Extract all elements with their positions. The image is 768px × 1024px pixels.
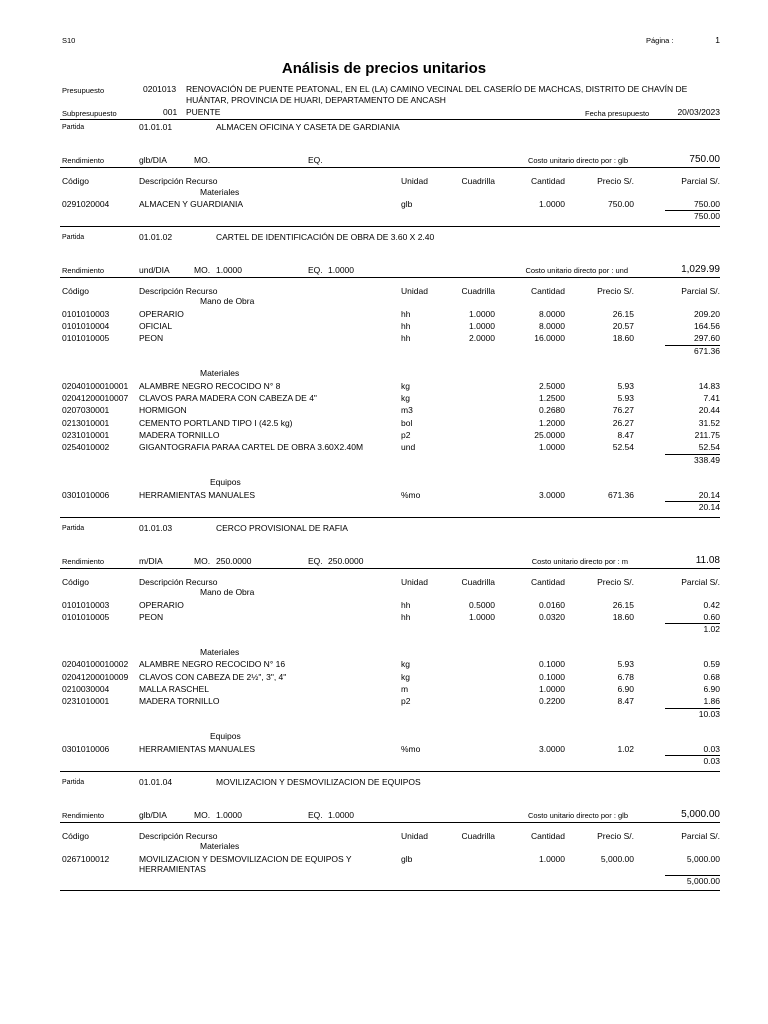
resource-code: 0207030001 — [62, 405, 110, 416]
resource-desc: GIGANTOGRAFIA PARAA CARTEL DE OBRA 3.60X2.40M — [139, 442, 364, 453]
resource-code: 0101010005 — [62, 611, 110, 622]
resource-unit: kg — [401, 671, 410, 682]
resource-cuadrilla: 1.0000 — [469, 611, 495, 622]
resource-code: 0210030004 — [62, 684, 110, 694]
resource-desc: MADERA TORNILLO — [139, 696, 220, 707]
resource-desc: HORMIGON — [139, 405, 187, 416]
resource-desc: HERRAMIENTAS MANUALES — [139, 743, 256, 754]
resource-desc: MADERA TORNILLO — [139, 430, 220, 440]
resource-unit: %mo — [401, 489, 421, 500]
fecha-label: Fecha presupuesto — [585, 109, 650, 118]
resource-code: 0291020004 — [62, 199, 110, 209]
resource-code: 0254010002 — [62, 442, 110, 453]
group-subtotal: 20.14 — [698, 502, 720, 513]
resource-cantidad: 0.1000 — [539, 659, 565, 670]
resource-precio: 18.60 — [612, 611, 634, 622]
resource-desc: PEON — [139, 333, 164, 344]
resource-cantidad: 0.2200 — [539, 696, 565, 707]
resource-unit: hh — [401, 333, 411, 344]
resource-parcial: 209.20 — [694, 308, 720, 319]
resource-cantidad: 1.0000 — [539, 853, 565, 864]
col-cantidad: Cantidad — [530, 285, 565, 296]
resource-cantidad: 0.0160 — [539, 599, 565, 610]
partida-label: Partida — [62, 233, 85, 241]
resource-code: 0213010001 — [62, 417, 110, 428]
col-cuadrilla: Cuadrilla — [461, 285, 495, 296]
resource-cantidad: 1.0000 — [539, 199, 565, 209]
resource-unit: hh — [401, 320, 411, 331]
eq-value: 1.0000 — [328, 264, 354, 275]
group-title: Equipos — [210, 731, 241, 742]
resource-unit: hh — [401, 308, 411, 319]
resource-parcial: 0.60 — [703, 611, 720, 622]
resource-precio: 671.36 — [608, 489, 634, 500]
mo-label: MO. — [194, 555, 211, 566]
group-subtotal: 0.03 — [703, 756, 720, 767]
resource-parcial: 14.83 — [698, 380, 720, 391]
resource-desc: ALAMBRE NEGRO RECOCIDO N° 16 — [139, 659, 286, 670]
resource-parcial: 5,000.00 — [686, 853, 720, 864]
presupuesto-desc-1: RENOVACIÓN DE PUENTE PEATONAL, EN EL (LA) CAMINO VECINAL DEL CASERÍO DE MACHCAS, DISTRITO DE CHAVÍN DE — [186, 84, 688, 94]
col-parcial: Parcial S/. — [681, 576, 720, 587]
divider — [60, 568, 720, 569]
page-number: 1 — [715, 35, 720, 45]
resource-unit: m — [401, 684, 409, 694]
costo-label: Costo unitario directo por : m — [531, 556, 628, 566]
resource-precio: 26.27 — [612, 417, 634, 428]
resource-desc: OFICIAL — [139, 320, 173, 331]
eq-value: 1.0000 — [328, 809, 354, 820]
group-subtotal: 1.02 — [703, 624, 720, 635]
partida-label: Partida — [62, 124, 85, 131]
divider — [60, 517, 720, 518]
resource-code: 02041200010007 — [62, 393, 129, 404]
resource-precio: 52.54 — [612, 442, 634, 453]
group-subtotal: 671.36 — [694, 345, 720, 356]
group-title: Materiales — [200, 186, 240, 197]
resource-code: 02040100010002 — [62, 659, 129, 670]
resource-desc: OPERARIO — [139, 308, 184, 319]
rendimiento-unit: m/DIA — [139, 555, 163, 566]
rendimiento-unit: glb/DIA — [139, 809, 167, 820]
resource-precio: 5.93 — [617, 393, 634, 404]
col-cantidad: Cantidad — [530, 576, 565, 587]
partida-code: 01.01.04 — [139, 776, 173, 787]
col-precio: Precio S/. — [597, 176, 634, 186]
resource-desc: OPERARIO — [139, 599, 184, 610]
resource-code: 0101010003 — [62, 308, 110, 319]
resource-parcial: 6.90 — [703, 684, 720, 694]
resource-parcial: 31.52 — [698, 417, 720, 428]
col-parcial: Parcial S/. — [681, 176, 720, 186]
resource-code: 0101010005 — [62, 333, 110, 344]
divider — [60, 119, 720, 120]
mo-label: MO. — [194, 264, 211, 275]
resource-precio: 8.47 — [617, 430, 634, 440]
resource-cantidad: 0.0320 — [539, 611, 565, 622]
resource-precio: 26.15 — [612, 308, 634, 319]
group-subtotal: 10.03 — [698, 708, 720, 719]
partida-desc: CERCO PROVISIONAL DE RAFIA — [216, 522, 348, 533]
col-descripcion: Descripción Recurso — [139, 176, 218, 186]
resource-unit: kg — [401, 393, 410, 404]
group-title: Materiales — [200, 368, 240, 379]
costo-label: Costo unitario directo por : glb — [527, 156, 628, 165]
group-title: Materiales — [200, 841, 240, 851]
resource-cantidad: 1.2000 — [539, 417, 565, 428]
divider — [60, 167, 720, 168]
divider — [60, 890, 720, 891]
eq-value: 250.0000 — [328, 555, 364, 566]
resource-code: 0101010004 — [62, 320, 110, 331]
resource-desc: MOVILIZACION Y DESMOVILIZACION DE EQUIPOS Y — [139, 853, 352, 864]
col-descripcion: Descripción Recurso — [139, 576, 218, 587]
col-parcial: Parcial S/. — [681, 285, 720, 296]
group-title: Mano de Obra — [200, 587, 255, 597]
divider — [60, 277, 720, 278]
resource-code: 0101010003 — [62, 599, 110, 610]
resource-precio: 8.47 — [617, 696, 634, 707]
resource-cantidad: 0.2680 — [539, 405, 565, 416]
resource-precio: 76.27 — [612, 405, 634, 416]
costo-unitario: 1,029.99 — [681, 263, 720, 275]
col-parcial: Parcial S/. — [681, 830, 720, 841]
resource-parcial: 52.54 — [698, 442, 720, 453]
mo-value: 1.0000 — [216, 264, 242, 275]
resource-code: 0301010006 — [62, 743, 110, 754]
group-title: Equipos — [210, 477, 241, 488]
divider — [60, 822, 720, 823]
presupuesto-code: 0201013 — [143, 84, 177, 94]
page-title: Análisis de precios unitarios — [281, 60, 487, 77]
resource-unit: bol — [401, 417, 413, 428]
resource-parcial: 0.03 — [703, 743, 720, 754]
resource-code: 0301010006 — [62, 489, 110, 500]
partida-code: 01.01.01 — [139, 122, 173, 132]
resource-precio: 1.02 — [617, 743, 634, 754]
resource-code: 0267100012 — [62, 853, 110, 864]
eq-label: EQ. — [308, 155, 323, 165]
col-precio: Precio S/. — [597, 576, 634, 587]
resource-desc: ALMACEN Y GUARDIANIA — [139, 199, 244, 209]
resource-desc: CEMENTO PORTLAND TIPO I (42.5 kg) — [139, 417, 293, 428]
rendimiento-label: Rendimiento — [62, 265, 105, 275]
col-unidad: Unidad — [401, 830, 428, 841]
subpresupuesto-label: Subpresupuesto — [62, 109, 117, 118]
resource-parcial: 1.86 — [703, 696, 720, 707]
resource-code: 0231010001 — [62, 696, 110, 707]
rendimiento-label: Rendimiento — [62, 556, 105, 566]
col-codigo: Código — [62, 830, 89, 841]
resource-desc: PEON — [139, 611, 164, 622]
resource-parcial: 0.42 — [703, 599, 720, 610]
resource-precio: 18.60 — [612, 333, 634, 344]
partida-label: Partida — [62, 524, 85, 532]
divider — [60, 771, 720, 772]
partida-code: 01.01.02 — [139, 231, 173, 242]
resource-cantidad: 25.0000 — [534, 430, 565, 440]
resource-unit: %mo — [401, 743, 421, 754]
resource-desc-cont: HERRAMIENTAS — [139, 863, 206, 874]
resource-cuadrilla: 1.0000 — [469, 320, 495, 331]
col-precio: Precio S/. — [597, 830, 634, 841]
resource-parcial: 20.14 — [698, 489, 720, 500]
resource-unit: kg — [401, 380, 410, 391]
resource-cuadrilla: 0.5000 — [469, 599, 495, 610]
resource-precio: 5.93 — [617, 659, 634, 670]
resource-unit: p2 — [401, 696, 411, 707]
page-label: Página : — [646, 36, 674, 45]
resource-desc: CLAVOS CON CABEZA DE 2½", 3", 4" — [139, 671, 287, 682]
costo-label: Costo unitario directo por : und — [525, 265, 628, 275]
resource-precio: 5,000.00 — [600, 853, 634, 864]
group-subtotal: 338.49 — [694, 454, 720, 465]
resource-cantidad: 2.5000 — [539, 380, 565, 391]
resource-desc: ALAMBRE NEGRO RECOCIDO N° 8 — [139, 380, 281, 391]
resource-code: 02040100010001 — [62, 380, 129, 391]
col-descripcion: Descripción Recurso — [139, 830, 218, 841]
resource-parcial: 297.60 — [694, 333, 720, 344]
resource-parcial: 7.41 — [703, 393, 720, 404]
col-cuadrilla: Cuadrilla — [461, 176, 495, 186]
resource-parcial: 750.00 — [694, 199, 720, 209]
costo-label: Costo unitario directo por : glb — [527, 810, 628, 820]
eq-label: EQ. — [308, 264, 323, 275]
resource-cantidad: 1.0000 — [539, 442, 565, 453]
group-title: Materiales — [200, 646, 240, 657]
partida-desc: MOVILIZACION Y DESMOVILIZACION DE EQUIPOS — [216, 776, 421, 787]
resource-cantidad: 0.1000 — [539, 671, 565, 682]
resource-parcial: 164.56 — [694, 320, 720, 331]
mo-label: MO. — [194, 809, 211, 820]
divider — [60, 226, 720, 227]
resource-unit: p2 — [401, 430, 411, 440]
resource-cantidad: 3.0000 — [539, 489, 565, 500]
subpresupuesto-code: 001 — [163, 107, 178, 117]
group-subtotal: 5,000.00 — [686, 875, 720, 886]
resource-precio: 20.57 — [612, 320, 634, 331]
fecha-value: 20/03/2023 — [677, 107, 720, 117]
resource-parcial: 20.44 — [698, 405, 720, 416]
partida-label: Partida — [62, 778, 85, 786]
resource-cantidad: 8.0000 — [539, 320, 565, 331]
partida-code: 01.01.03 — [139, 522, 173, 533]
partida-desc: CARTEL DE IDENTIFICACIÓN DE OBRA DE 3.60 X 2.40 — [216, 231, 435, 242]
col-codigo: Código — [62, 285, 89, 296]
resource-cantidad: 8.0000 — [539, 308, 565, 319]
resource-cantidad: 3.0000 — [539, 743, 565, 754]
resource-precio: 5.93 — [617, 380, 634, 391]
resource-desc: MALLA RASCHEL — [139, 684, 209, 694]
mo-value: 1.0000 — [216, 809, 242, 820]
resource-unit: und — [401, 442, 416, 453]
costo-unitario: 750.00 — [689, 154, 720, 165]
partida-desc: ALMACEN OFICINA Y CASETA DE GARDIANIA — [216, 122, 400, 132]
resource-parcial: 0.68 — [703, 671, 720, 682]
eq-label: EQ. — [308, 809, 323, 820]
group-subtotal: 750.00 — [694, 211, 720, 222]
presupuesto-desc-2: HUÁNTAR, PROVINCIA DE HUARI, DEPARTAMENTO DE ANCASH — [186, 95, 446, 105]
resource-precio: 6.90 — [617, 684, 634, 694]
col-descripcion: Descripción Recurso — [139, 285, 218, 296]
resource-unit: hh — [401, 599, 411, 610]
rendimiento-unit: und/DIA — [139, 264, 170, 275]
resource-precio: 26.15 — [612, 599, 634, 610]
software-label: S10 — [62, 36, 76, 45]
mo-value: 250.0000 — [216, 555, 252, 566]
subpresupuesto-desc: PUENTE — [186, 107, 221, 117]
resource-cuadrilla: 1.0000 — [469, 308, 495, 319]
rendimiento-unit: glb/DIA — [139, 155, 167, 165]
resource-desc: HERRAMIENTAS MANUALES — [139, 489, 256, 500]
costo-unitario: 5,000.00 — [681, 808, 720, 820]
costo-unitario: 11.08 — [695, 554, 720, 566]
col-cuadrilla: Cuadrilla — [461, 830, 495, 841]
resource-unit: glb — [401, 853, 413, 864]
resource-parcial: 0.59 — [703, 659, 720, 670]
group-title: Mano de Obra — [200, 296, 255, 307]
col-unidad: Unidad — [401, 176, 428, 186]
resource-precio: 6.78 — [617, 671, 634, 682]
resource-cantidad: 1.2500 — [539, 393, 565, 404]
resource-unit: kg — [401, 659, 410, 670]
eq-label: EQ. — [308, 555, 323, 566]
rendimiento-label: Rendimiento — [62, 156, 105, 165]
col-codigo: Código — [62, 176, 89, 186]
resource-desc: CLAVOS PARA MADERA CON CABEZA DE 4" — [139, 393, 317, 404]
resource-cuadrilla: 2.0000 — [469, 333, 495, 344]
col-unidad: Unidad — [401, 576, 428, 587]
col-cantidad: Cantidad — [530, 176, 565, 186]
resource-code: 0231010001 — [62, 430, 110, 440]
resource-unit: glb — [401, 199, 413, 209]
mo-label: MO. — [194, 155, 211, 165]
resource-unit: hh — [401, 611, 411, 622]
col-precio: Precio S/. — [597, 285, 634, 296]
col-codigo: Código — [62, 576, 89, 587]
resource-precio: 750.00 — [608, 199, 634, 209]
col-unidad: Unidad — [401, 285, 428, 296]
presupuesto-label: Presupuesto — [62, 86, 105, 95]
resource-unit: m3 — [401, 405, 413, 416]
resource-cantidad: 1.0000 — [539, 684, 565, 694]
rendimiento-label: Rendimiento — [62, 810, 105, 820]
resource-cantidad: 16.0000 — [534, 333, 565, 344]
col-cantidad: Cantidad — [530, 830, 565, 841]
resource-code: 02041200010009 — [62, 671, 129, 682]
resource-parcial: 211.75 — [694, 430, 720, 440]
col-cuadrilla: Cuadrilla — [461, 576, 495, 587]
